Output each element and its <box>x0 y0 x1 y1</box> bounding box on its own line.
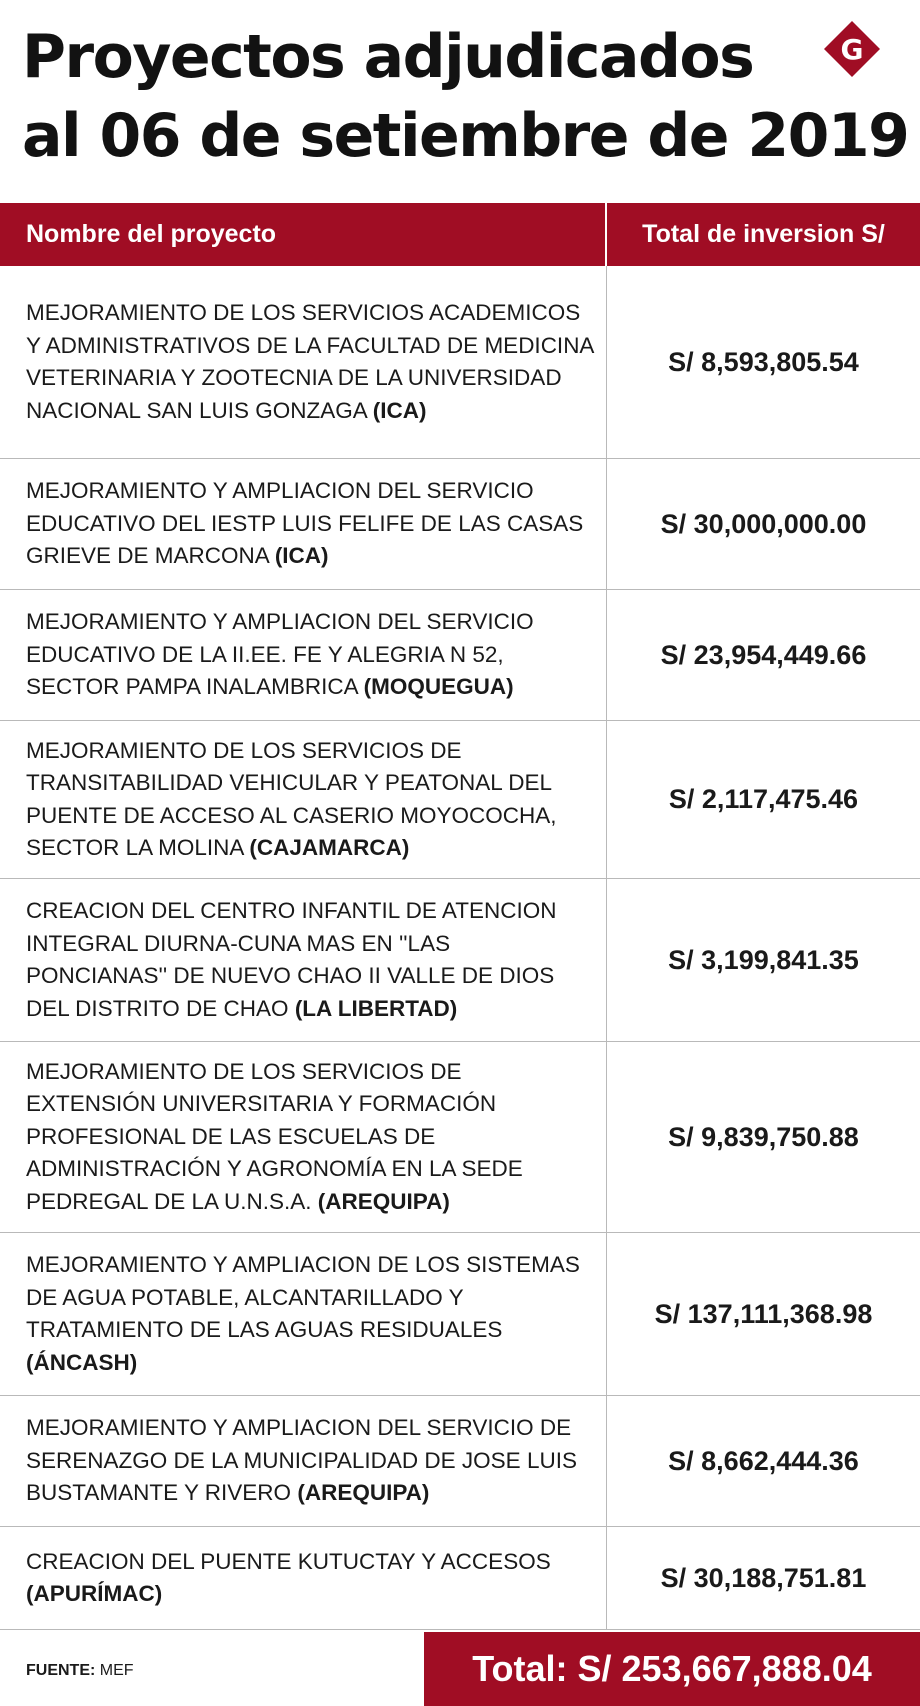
project-name-cell <box>0 1042 607 1232</box>
table-row <box>0 1527 920 1630</box>
project-name: MEJORAMIENTO Y AMPLIACION DEL SERVICIO EDUCATIVO DEL IESTP LUIS FELIFE DE LAS CASAS GRIEVE DE MARCONA <box>26 478 584 569</box>
project-amount: S/ 30,000,000.00 <box>660 508 867 539</box>
project-amount: S/ 8,662,444.36 <box>668 1445 859 1476</box>
project-name: MEJORAMIENTO DE LOS SERVICIOS DE EXTENSIÓN UNIVERSITARIA Y FORMACIÓN PROFESIONAL DE LAS ESCUELAS DE ADMINISTRACIÓN Y AGRONOMÍA EN LA SEDE PEDREGAL DE LA U.N.S.A. <box>26 1058 523 1214</box>
project-name-cell <box>0 1527 607 1629</box>
project-region: (APURÍMAC) <box>26 1581 163 1606</box>
project-name: CREACION DEL CENTRO INFANTIL DE ATENCION INTEGRAL DIURNA-CUNA MAS EN ''LAS PONCIANAS'' DE NUEVO CHAO II VALLE DE DIOS DEL DISTRITO DE CHAO <box>26 898 557 1021</box>
source-label: FUENTE: <box>26 1662 96 1679</box>
project-name-cell <box>0 879 607 1041</box>
brand-logo-icon <box>823 20 881 78</box>
footer <box>0 1632 920 1706</box>
table-row <box>0 721 920 879</box>
project-amount: S/ 8,593,805.54 <box>668 346 859 377</box>
project-region: (CAJAMARCA) <box>249 835 410 860</box>
project-name-cell <box>0 1233 607 1395</box>
table-row <box>0 266 920 459</box>
project-name: MEJORAMIENTO DE LOS SERVICIOS DE TRANSITABILIDAD VEHICULAR Y PEATONAL DEL PUENTE DE ACCESO AL CASERIO MOYOCOCHA, SECTOR LA MOLINA <box>26 737 557 860</box>
source-note <box>26 1662 134 1680</box>
header-investment-total: Total de inversion S/ <box>642 220 885 248</box>
project-amount: S/ 23,954,449.66 <box>660 639 867 670</box>
project-amount: S/ 2,117,475.46 <box>668 784 859 814</box>
project-name: MEJORAMIENTO Y AMPLIACION DE LOS SISTEMAS DE AGUA POTABLE, ALCANTARILLADO Y TRATAMIENTO DE LAS AGUAS RESIDUALES <box>26 1252 580 1342</box>
title-line-2: al 06 de setiembre de 2019 <box>22 101 909 171</box>
project-name-cell <box>0 590 607 720</box>
project-name-cell <box>0 459 607 589</box>
table-row <box>0 1233 920 1396</box>
table-row <box>0 1396 920 1527</box>
project-region: (MOQUEGUA) <box>363 674 514 700</box>
logo-letter: G <box>840 33 864 66</box>
project-name: MEJORAMIENTO Y AMPLIACION DEL SERVICIO DE SERENAZGO DE LA MUNICIPALIDAD DE JOSE LUIS BUSTAMANTE Y RIVERO <box>26 1415 577 1506</box>
projects-table <box>0 203 920 1630</box>
project-name-cell <box>0 266 607 458</box>
project-name: MEJORAMIENTO DE LOS SERVICIOS ACADEMICOS Y ADMINISTRATIVOS DE LA FACULTAD DE MEDICINA VETERINARIA Y ZOOTECNIA DE LA UNIVERSIDAD NACIONAL SAN LUIS GONZAGA <box>26 300 594 423</box>
header-project-name: Nombre del proyecto <box>0 203 607 266</box>
table-row <box>0 459 920 590</box>
project-amount: S/ 30,188,751.81 <box>660 1562 867 1593</box>
title-line-1: Proyectos adjudicados <box>22 22 754 92</box>
project-amount: S/ 3,199,841.35 <box>668 944 859 975</box>
table-header <box>0 203 920 266</box>
project-region: (AREQUIPA) <box>297 1480 430 1506</box>
source-value: MEF <box>99 1662 134 1679</box>
project-name-cell <box>0 1396 607 1526</box>
project-name: MEJORAMIENTO Y AMPLIACION DEL SERVICIO EDUCATIVO DE LA II.EE. FE Y ALEGRIA N 52, SECTOR PAMPA INALAMBRICA <box>26 609 534 700</box>
project-region: (AREQUIPA) <box>317 1188 450 1214</box>
project-region: (ICA) <box>274 543 329 569</box>
table-row <box>0 879 920 1042</box>
project-region: (ÁNCASH) <box>26 1349 138 1375</box>
project-amount: S/ 9,839,750.88 <box>668 1121 859 1152</box>
project-amount: S/ 137,111,368.98 <box>654 1298 873 1329</box>
project-name: CREACION DEL PUENTE KUTUCTAY Y ACCESOS <box>26 1548 551 1574</box>
table-row <box>0 1042 920 1233</box>
table-row <box>0 590 920 721</box>
project-name-cell <box>0 721 607 878</box>
page-title <box>22 18 909 176</box>
project-region: (ICA) <box>372 397 427 423</box>
total-investment: Total: S/ 253,667,888.04 <box>424 1632 920 1706</box>
project-region: (LA LIBERTAD) <box>294 995 458 1021</box>
